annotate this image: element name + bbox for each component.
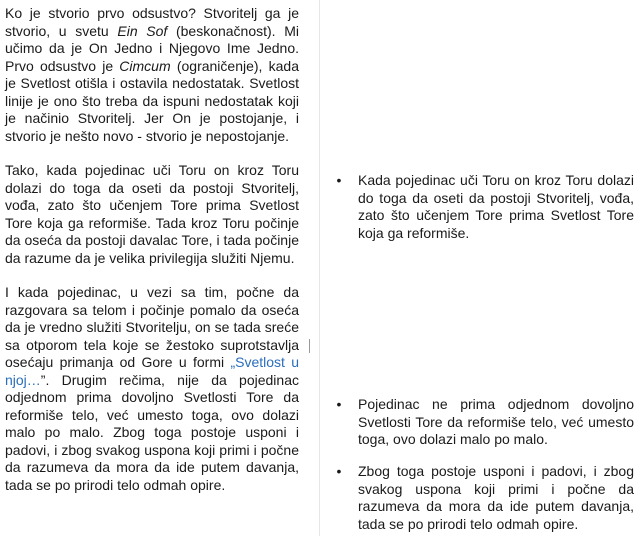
bullet-dot-icon: • — [336, 396, 342, 412]
bullet-item-2 — [320, 396, 638, 449]
text-cursor — [309, 339, 310, 353]
paragraph-1-text-b: (beskonačnost). Mi učimo da je On Jedno i Njegovo Ime Jedno. Prvo odsustvo je — [5, 22, 300, 74]
paragraph-3 — [5, 284, 299, 494]
paragraph-3-text-a: I kada pojedinac, u vezi sa tim, počne da razgovara sa telom i počinje pomalo da oseća da je vredno služiti Stvoritelju, on se tada sreće sa otporom tela koje se žestoko suprotstavlja osećaju primanja od Gore u formi — [5, 284, 299, 370]
paragraph-1 — [5, 5, 299, 145]
summary-panel — [319, 0, 639, 536]
paragraph-1-text-a: Ko je stvorio prvo odsustvo? Stvoritelj ga je stvorio, u svetu — [5, 5, 299, 39]
paragraph-3-text-b: ”. Drugim rečima, nije da pojedinac odjednom prima dovoljno Svetlosti Tore da reformiše telo, već umesto toga, ovo dolazi malo po malo. Zbog toga postoje usponi i padovi, i zbog svakog uspona koji primi i počne da razumeva da mora da ide putem davanja, tada se po prirodi telo odmah opire. — [5, 371, 299, 493]
main-text-column — [5, 5, 299, 494]
bullet-item-1 — [320, 172, 638, 242]
bullet-dot-icon: • — [336, 172, 342, 188]
paragraph-1-term-ein-sof: Ein Sof — [117, 22, 168, 39]
bullet-text-2: Pojedinac ne prima odjednom dovoljno Svetlosti Tore da reformiše telo, već umesto toga, ovo dolazi malo po malo. — [358, 396, 634, 447]
svetlost-link[interactable]: „Svetlost u njoj… — [5, 354, 300, 388]
bullet-text-3: Zbog toga postoje usponi i padovi, i zbog svakog uspona koji primi i počne da razumeva da mora da ide putem davanja, tada se po prirodi telo odmah opire. — [358, 463, 634, 532]
paragraph-1-text-c: (ograničenje), kada je Svetlost otišla i ostavila nedostatak. Svetlost linije je ono što treba da ispuni nedostatak koji je načinio Stvoritelj. Jer On je postojanje, i stvorio je nešto novo - stvorio je nepostojanje. — [5, 57, 299, 144]
bullet-text-1: Kada pojedinac uči Toru on kroz Toru dolazi do toga da oseti da postoji Stvoritelj, vođa, zato što učenjem Tore prima Svetlost Tore koja ga reformiše. — [358, 172, 634, 241]
bullet-item-3 — [320, 463, 638, 533]
paragraph-2: Tako, kada pojedinac uči Toru on kroz Toru dolazi do toga da oseti da postoji Stvoritelj, vođa, zato što učenjem Tore prima Svetlost Tore koja ga reformiše. Tada kroz Toru počinje da oseća da postoji davalac Tore, i tada počinje da razume da je velika privilegija služiti Njemu. — [5, 162, 299, 266]
bullet-dot-icon: • — [336, 463, 342, 479]
paragraph-1-term-cimcum: Cimcum — [119, 57, 171, 74]
